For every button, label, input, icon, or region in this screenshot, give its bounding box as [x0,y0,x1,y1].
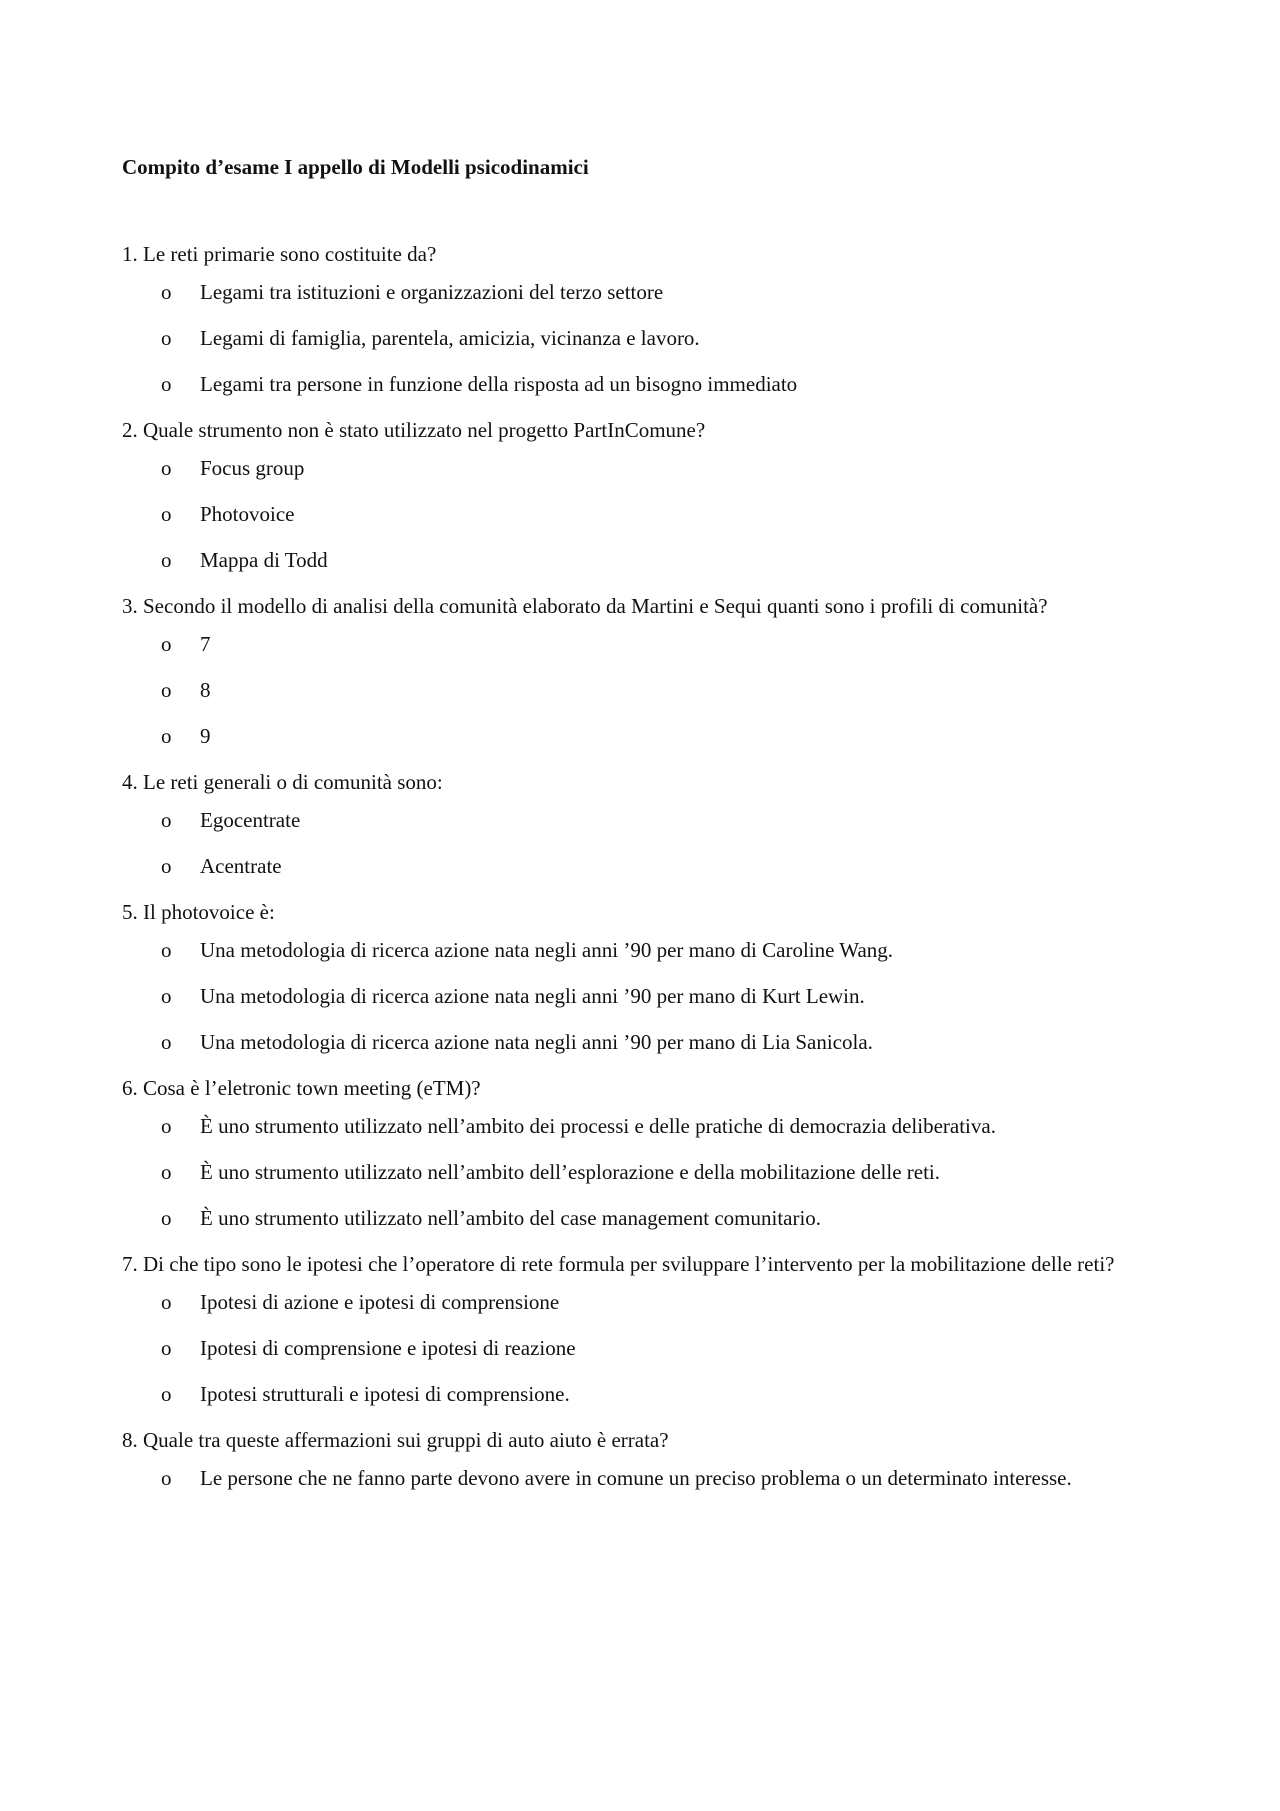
document-title: Compito d’esame I appello di Modelli psicodinamici [122,155,589,179]
circle-bullet-icon: o [161,724,172,748]
answer-option-label: Legami di famiglia, parentela, amicizia, vicinanza e lavoro. [200,326,700,350]
answer-option [122,676,1170,705]
answer-option-label: Egocentrate [200,808,301,832]
answer-option-label: Legami tra istituzioni e organizzazioni del terzo settore [200,280,664,304]
answer-option [122,324,1170,353]
answer-option [122,500,1170,529]
answer-option [122,630,1170,659]
answer-option-label: Mappa di Todd [200,548,328,572]
circle-bullet-icon: o [161,502,172,526]
circle-bullet-icon: o [161,808,172,832]
question-block [122,240,1170,399]
answer-option [122,370,1170,399]
question-text: 2. Quale strumento non è stato utilizzato nel progetto PartInComune? [122,418,706,442]
answer-option [122,982,1170,1011]
answer-option [122,1112,1170,1141]
answer-option [122,722,1170,751]
question-text: 7. Di che tipo sono le ipotesi che l’operatore di rete formula per sviluppare l’intervento per la mobilitazione delle reti? [122,1252,1115,1276]
answer-option [122,806,1170,835]
question-text: 4. Le reti generali o di comunità sono: [122,770,443,794]
answer-option [122,454,1170,483]
answer-option-label: Una metodologia di ricerca azione nata negli anni ’90 per mano di Lia Sanicola. [200,1030,873,1054]
option-list [122,936,1170,1057]
answer-option-label: Una metodologia di ricerca azione nata negli anni ’90 per mano di Caroline Wang. [200,938,894,962]
circle-bullet-icon: o [161,372,172,396]
option-list [122,1288,1170,1409]
answer-option [122,1464,1170,1493]
question-block [122,1074,1170,1233]
circle-bullet-icon: o [161,984,172,1008]
answer-option-label: È uno strumento utilizzato nell’ambito del case management comunitario. [200,1206,822,1230]
answer-option-label: È uno strumento utilizzato nell’ambito dei processi e delle pratiche di democrazia deliberativa. [200,1114,996,1138]
option-list [122,454,1170,575]
answer-option-label: Photovoice [200,502,295,526]
circle-bullet-icon: o [161,548,172,572]
answer-option-label: 9 [200,724,211,748]
circle-bullet-icon: o [161,1160,172,1184]
question-text: 5. Il photovoice è: [122,900,275,924]
answer-option-label: Ipotesi di azione e ipotesi di comprensione [200,1290,560,1314]
circle-bullet-icon: o [161,1030,172,1054]
circle-bullet-icon: o [161,1290,172,1314]
answer-option [122,278,1170,307]
circle-bullet-icon: o [161,456,172,480]
question-block [122,592,1170,751]
circle-bullet-icon: o [161,1336,172,1360]
answer-option-label: Legami tra persone in funzione della risposta ad un bisogno immediato [200,372,798,396]
question-list [122,240,1170,1493]
answer-option [122,936,1170,965]
circle-bullet-icon: o [161,678,172,702]
circle-bullet-icon: o [161,1382,172,1406]
question-text: 3. Secondo il modello di analisi della comunità elaborato da Martini e Sequi quanti sono i profili di comunità? [122,594,1048,618]
answer-option-label: 8 [200,678,211,702]
option-list [122,630,1170,751]
question-text: 1. Le reti primarie sono costituite da? [122,242,437,266]
answer-option [122,1334,1170,1363]
answer-option-label: Ipotesi di comprensione e ipotesi di reazione [200,1336,576,1360]
answer-option [122,546,1170,575]
answer-option-label: Acentrate [200,854,282,878]
answer-option-label: Una metodologia di ricerca azione nata negli anni ’90 per mano di Kurt Lewin. [200,984,865,1008]
answer-option-label: 7 [200,632,211,656]
option-list [122,1112,1170,1233]
circle-bullet-icon: o [161,326,172,350]
question-block [122,1250,1170,1409]
answer-option [122,1380,1170,1409]
answer-option [122,852,1170,881]
option-list [122,1464,1170,1493]
answer-option [122,1204,1170,1233]
circle-bullet-icon: o [161,1114,172,1138]
circle-bullet-icon: o [161,632,172,656]
question-text: 8. Quale tra queste affermazioni sui gruppi di auto aiuto è errata? [122,1428,669,1452]
circle-bullet-icon: o [161,854,172,878]
question-block [122,416,1170,575]
answer-option [122,1028,1170,1057]
answer-option [122,1288,1170,1317]
circle-bullet-icon: o [161,280,172,304]
circle-bullet-icon: o [161,1206,172,1230]
answer-option-label: Le persone che ne fanno parte devono avere in comune un preciso problema o un determinato interesse. [200,1466,1072,1490]
question-block [122,1426,1170,1493]
question-text: 6. Cosa è l’eletronic town meeting (eTM)? [122,1076,481,1100]
option-list [122,278,1170,399]
option-list [122,806,1170,881]
question-block [122,898,1170,1057]
answer-option [122,1158,1170,1187]
question-block [122,768,1170,881]
answer-option-label: È uno strumento utilizzato nell’ambito dell’esplorazione e della mobilitazione delle reti. [200,1160,941,1184]
answer-option-label: Ipotesi strutturali e ipotesi di comprensione. [200,1382,570,1406]
circle-bullet-icon: o [161,938,172,962]
answer-option-label: Focus group [200,456,305,480]
circle-bullet-icon: o [161,1466,172,1490]
